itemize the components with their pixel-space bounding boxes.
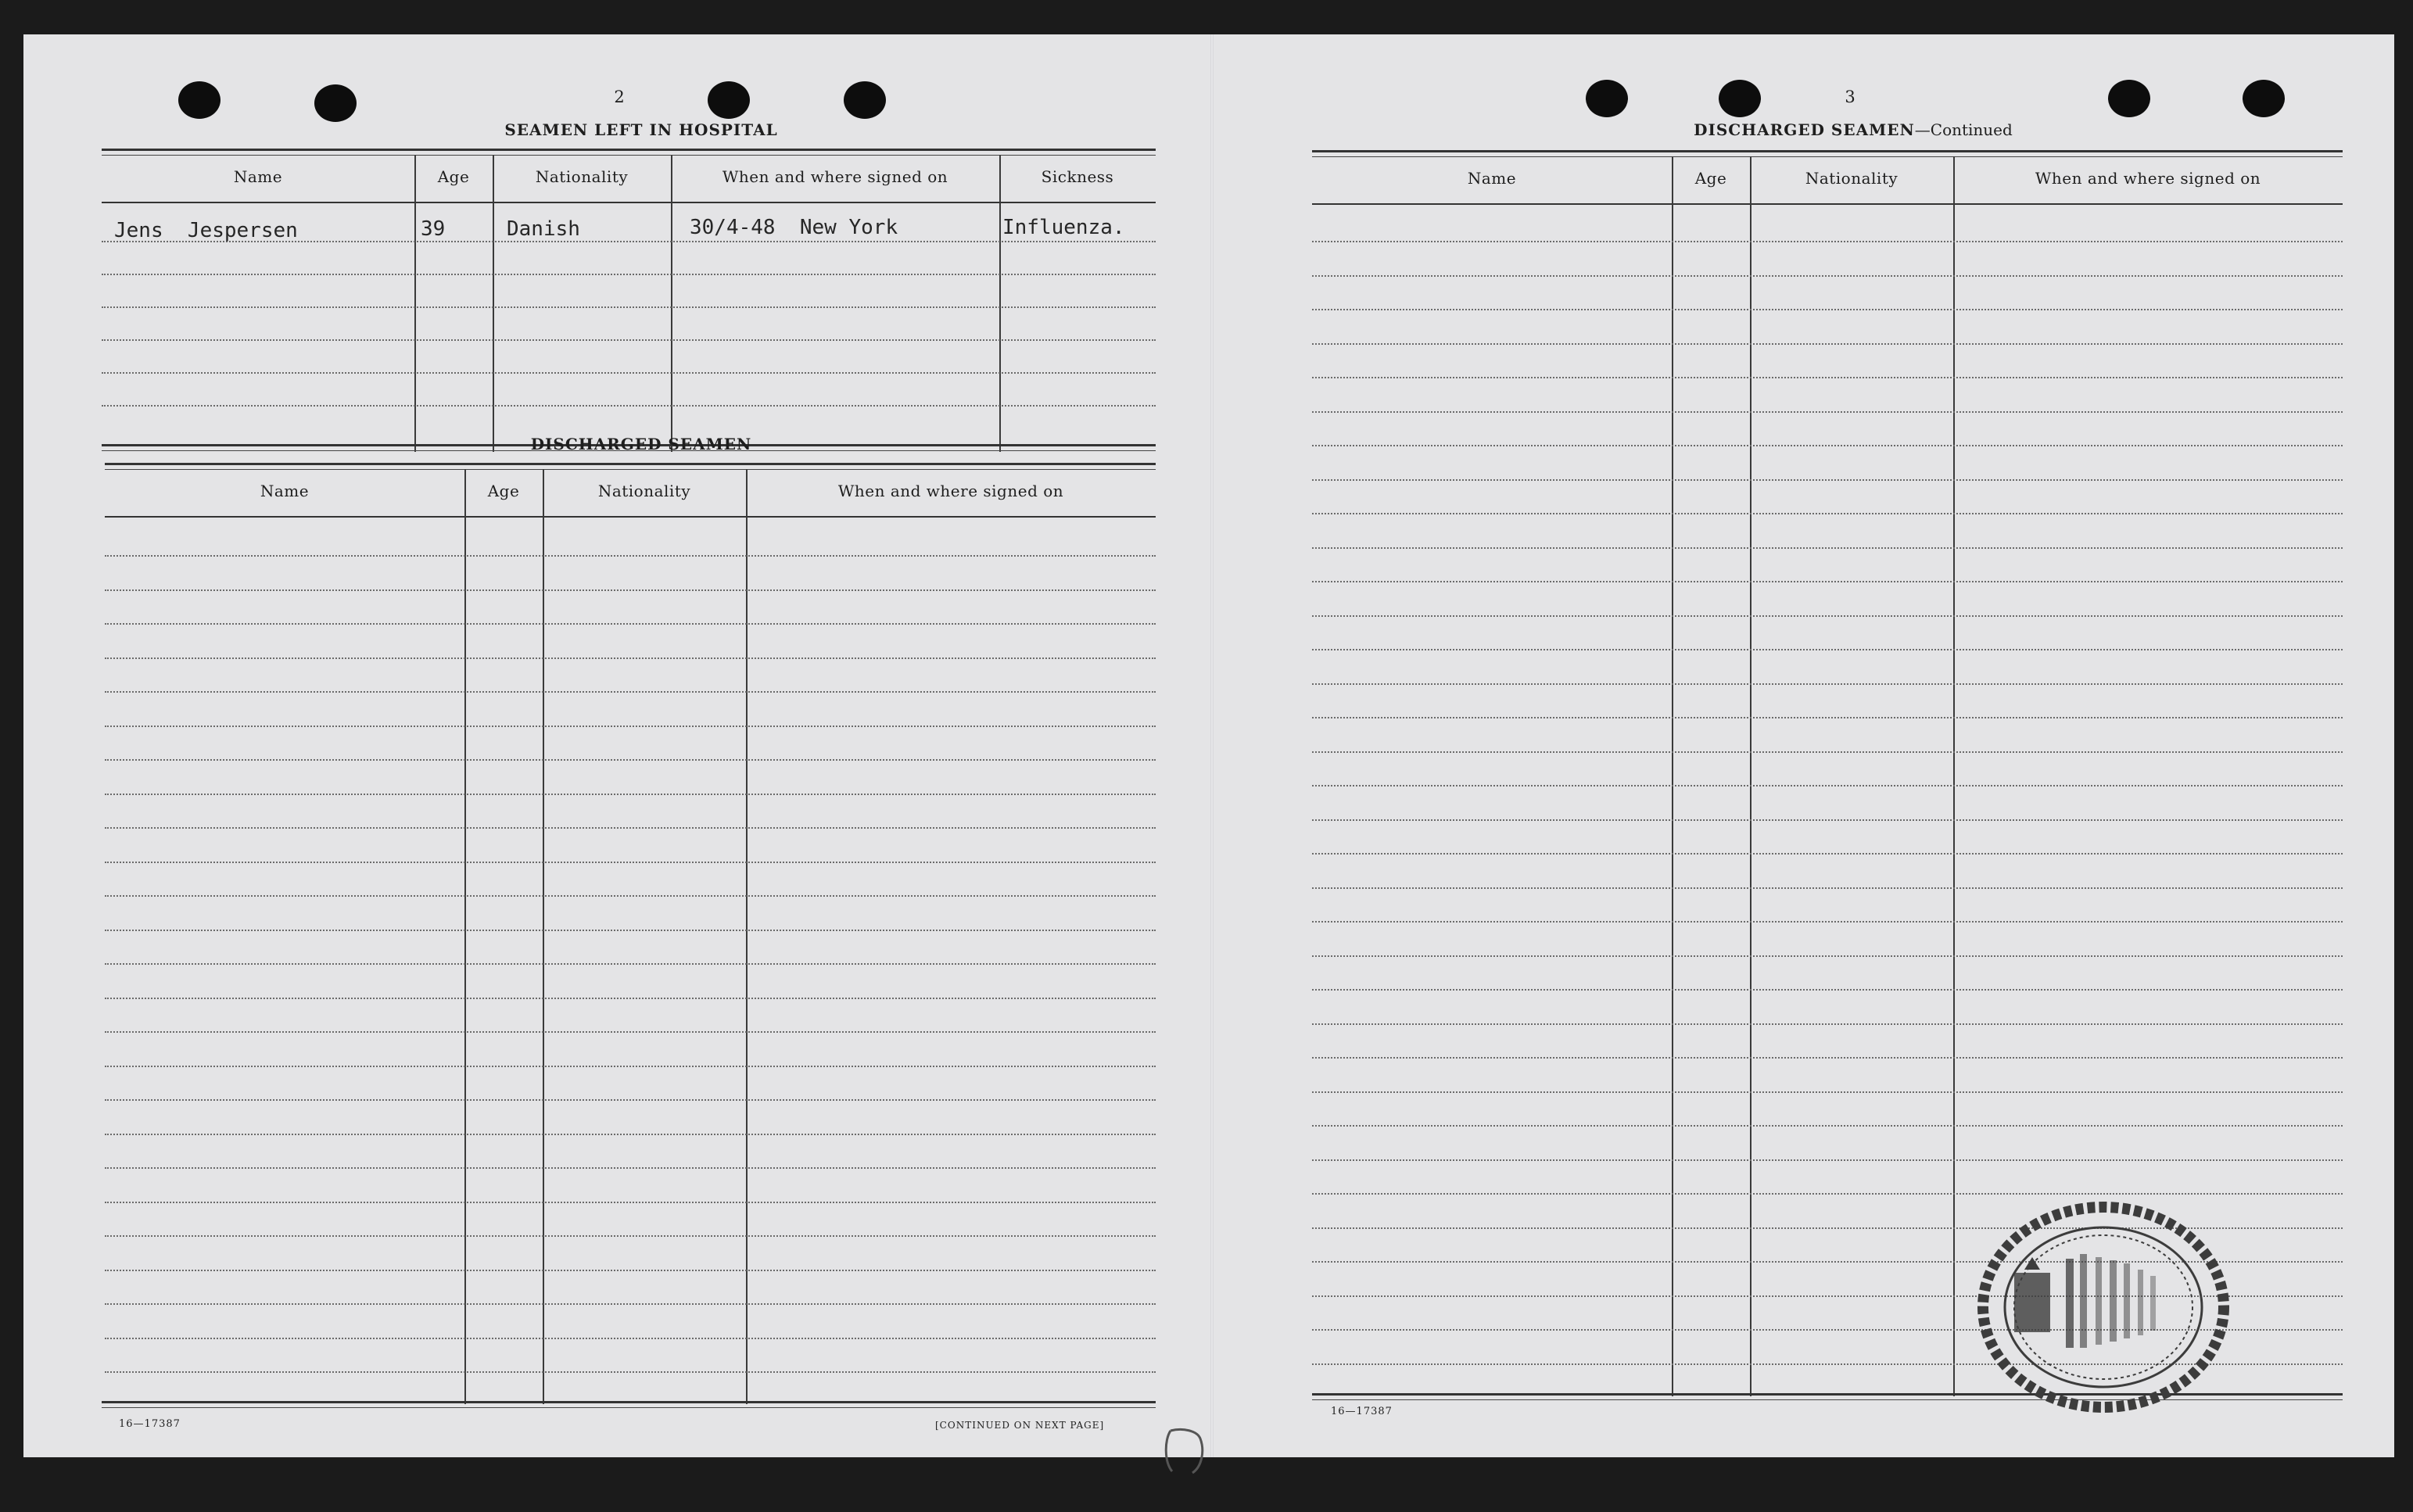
table-top-rule bbox=[1312, 150, 2343, 157]
row-line bbox=[105, 1338, 1156, 1339]
row-line bbox=[105, 1167, 1156, 1169]
column-header-nationality: Nationality bbox=[597, 482, 691, 500]
row-line bbox=[1312, 479, 2343, 481]
table-top-rule bbox=[102, 149, 1156, 156]
row-line bbox=[105, 759, 1156, 761]
row-line bbox=[105, 657, 1156, 659]
column-divider bbox=[464, 469, 466, 1404]
row-line bbox=[102, 339, 1156, 341]
cell-age: 39 bbox=[421, 217, 446, 241]
punch-hole bbox=[314, 84, 357, 122]
column-divider bbox=[543, 469, 544, 1404]
row-line bbox=[1312, 275, 2343, 277]
pencil-mark bbox=[1161, 1424, 1208, 1479]
row-line bbox=[105, 1270, 1156, 1271]
punch-hole bbox=[178, 81, 221, 119]
row-line bbox=[105, 623, 1156, 625]
row-line bbox=[105, 998, 1156, 999]
punch-hole bbox=[2108, 80, 2150, 117]
header-rule bbox=[1312, 203, 2343, 205]
column-header-nationality: Nationality bbox=[535, 167, 629, 186]
row-line bbox=[105, 726, 1156, 727]
row-line bbox=[105, 1202, 1156, 1203]
left-page bbox=[23, 34, 1212, 1457]
row-line bbox=[1312, 343, 2343, 345]
row-line bbox=[105, 1134, 1156, 1135]
column-header-signed-on: When and where signed on bbox=[837, 482, 1064, 500]
row-line bbox=[1312, 1159, 2343, 1161]
page-number: 2 bbox=[614, 88, 625, 106]
row-line bbox=[1312, 309, 2343, 310]
section-title-hospital: SEAMEN LEFT IN HOSPITAL bbox=[504, 120, 778, 139]
document-sheet bbox=[23, 34, 2394, 1457]
section-title-discharged: DISCHARGED SEAMEN bbox=[530, 435, 752, 453]
column-header-nationality: Nationality bbox=[1805, 169, 1898, 188]
cell-nationality: Danish bbox=[507, 217, 580, 241]
row-line bbox=[1312, 241, 2343, 242]
punch-hole bbox=[1719, 80, 1761, 117]
table-bottom-rule bbox=[102, 1401, 1156, 1408]
row-line bbox=[105, 1303, 1156, 1305]
column-divider bbox=[999, 155, 1001, 452]
column-header-name: Name bbox=[233, 167, 283, 186]
row-line bbox=[1312, 411, 2343, 413]
punch-hole bbox=[1586, 80, 1628, 117]
column-header-age: Age bbox=[487, 482, 520, 500]
row-line bbox=[1312, 377, 2343, 378]
column-header-signed-on: When and where signed on bbox=[2035, 169, 2261, 188]
row-line bbox=[105, 895, 1156, 897]
section-title-discharged-continued bbox=[1619, 120, 2088, 139]
column-header-name: Name bbox=[1467, 169, 1517, 188]
row-line bbox=[102, 372, 1156, 374]
column-header-signed-on: When and where signed on bbox=[722, 167, 948, 186]
column-header-age: Age bbox=[1694, 169, 1727, 188]
row-line bbox=[1312, 785, 2343, 786]
column-header-sickness: Sickness bbox=[1041, 167, 1114, 186]
row-line bbox=[1312, 1057, 2343, 1059]
date-stamp bbox=[1970, 1191, 2236, 1418]
header-rule bbox=[105, 516, 1156, 518]
cell-name: Jens Jespersen bbox=[114, 219, 298, 242]
row-line bbox=[105, 589, 1156, 591]
row-line bbox=[105, 862, 1156, 863]
row-line bbox=[1312, 1023, 2343, 1025]
row-line bbox=[105, 691, 1156, 693]
row-line bbox=[105, 1371, 1156, 1373]
column-divider bbox=[414, 155, 416, 452]
row-line bbox=[1312, 921, 2343, 923]
row-line bbox=[1312, 989, 2343, 991]
page-number: 3 bbox=[1845, 88, 1855, 106]
punch-hole bbox=[708, 81, 750, 119]
section-title-suffix: —Continued bbox=[1914, 120, 2013, 139]
form-number: 16—17387 bbox=[119, 1418, 181, 1430]
row-line bbox=[1312, 445, 2343, 446]
header-rule bbox=[102, 202, 1156, 203]
column-header-name: Name bbox=[260, 482, 310, 500]
row-line bbox=[1312, 547, 2343, 549]
row-line bbox=[105, 1235, 1156, 1237]
row-line bbox=[1312, 1091, 2343, 1093]
row-line bbox=[105, 930, 1156, 931]
row-line bbox=[105, 1066, 1156, 1067]
punch-hole bbox=[844, 81, 886, 119]
row-line bbox=[1312, 955, 2343, 957]
row-line bbox=[1312, 751, 2343, 753]
column-divider bbox=[746, 469, 748, 1404]
row-line bbox=[1312, 1125, 2343, 1127]
row-line bbox=[1312, 853, 2343, 855]
row-line bbox=[105, 827, 1156, 829]
row-line bbox=[1312, 717, 2343, 718]
column-header-age: Age bbox=[437, 167, 470, 186]
punch-hole bbox=[2243, 80, 2285, 117]
continued-note: [CONTINUED ON NEXT PAGE] bbox=[935, 1420, 1105, 1431]
row-line bbox=[102, 274, 1156, 275]
row-line bbox=[105, 1031, 1156, 1033]
row-line bbox=[1312, 581, 2343, 582]
cell-signed-on: 30/4-48 New York bbox=[690, 216, 898, 239]
form-number: 16—17387 bbox=[1331, 1406, 1393, 1417]
row-line bbox=[1312, 615, 2343, 617]
section-title-text: DISCHARGED SEAMEN bbox=[1694, 120, 1915, 139]
row-line bbox=[105, 963, 1156, 965]
row-line bbox=[1312, 683, 2343, 685]
cell-sickness: Influenza. bbox=[1002, 216, 1125, 239]
column-divider bbox=[493, 155, 494, 452]
row-line bbox=[105, 1099, 1156, 1101]
row-line bbox=[102, 306, 1156, 308]
row-line bbox=[1312, 887, 2343, 889]
row-line bbox=[1312, 649, 2343, 650]
row-line bbox=[102, 405, 1156, 407]
table-top-rule bbox=[105, 463, 1156, 470]
row-line bbox=[1312, 513, 2343, 514]
row-line bbox=[105, 555, 1156, 557]
column-divider bbox=[671, 155, 672, 452]
row-line bbox=[105, 794, 1156, 795]
row-line bbox=[1312, 819, 2343, 821]
